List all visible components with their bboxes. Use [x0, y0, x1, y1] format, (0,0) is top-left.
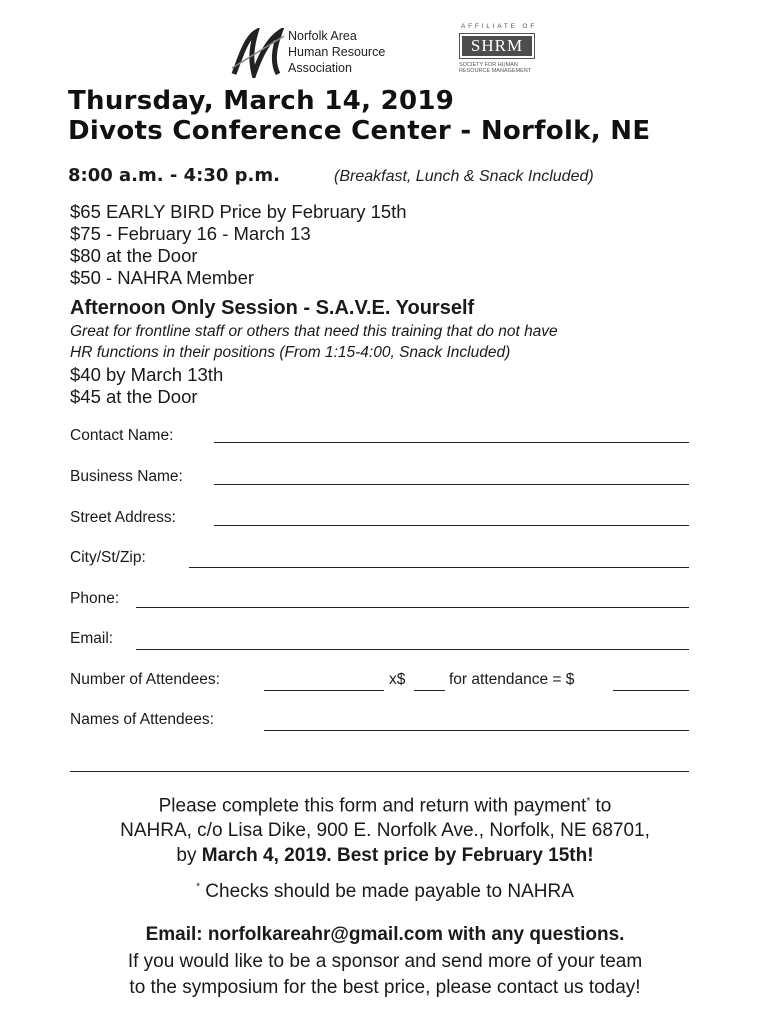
deadline-text: March 4, 2019. Best price by February 15th! [201, 845, 594, 867]
attendee-names-field[interactable] [264, 730, 689, 731]
total-amount-field[interactable] [613, 690, 689, 691]
attendee-names-field-extra[interactable] [70, 771, 689, 772]
sponsor-note [0, 949, 770, 1001]
shrm-subtitle: SOCIETY FOR HUMAN RESOURCE MANAGEMENT [459, 62, 532, 74]
afternoon-prices [70, 364, 223, 408]
attendee-names-label: Names of Attendees: [70, 711, 214, 728]
contact-name-field[interactable] [214, 442, 689, 443]
price-multiplier-label: x$ [389, 671, 406, 688]
city-state-zip-field[interactable] [189, 567, 689, 568]
city-state-zip-label: City/St/Zip: [70, 549, 146, 566]
sponsor-line-2: to the symposium for the best price, please contact us today! [129, 977, 641, 998]
shrm-affiliate-text: AFFILIATE OF [460, 23, 538, 30]
event-time: 8:00 a.m. - 4:30 p.m. [68, 165, 280, 186]
return-line-3 [0, 843, 770, 868]
nahra-logo-text [288, 28, 385, 76]
attendees-count-field[interactable] [264, 690, 384, 691]
asterisk-mark: * [586, 796, 591, 807]
event-venue: Divots Conference Center - Norfolk, NE [68, 116, 651, 146]
checks-note [0, 881, 770, 903]
checks-note-text: Checks should be made payable to NAHRA [200, 881, 574, 902]
return-line-1-text: Please complete this form and return with payment [158, 795, 587, 817]
contact-email: Email: norfolkareahr@gmail.com with any questions. [145, 924, 625, 945]
email-field[interactable] [136, 649, 689, 650]
contact-name-label: Contact Name: [70, 427, 174, 444]
org-line-3: Association [288, 61, 352, 75]
business-name-label: Business Name: [70, 468, 183, 485]
pricing-list [70, 201, 407, 289]
phone-label: Phone: [70, 590, 120, 607]
business-name-field[interactable] [214, 484, 689, 485]
price-per-attendee-field[interactable] [414, 690, 445, 691]
attendees-count-label: Number of Attendees: [70, 671, 220, 688]
price-early-bird: $65 EARLY BIRD Price by February 15th [70, 201, 407, 222]
email-label: Email: [70, 630, 114, 647]
return-line-3-text: by [176, 845, 202, 867]
return-line-1-end: to [590, 795, 612, 817]
return-line-2: NAHRA, c/o Lisa Dike, 900 E. Norfolk Ave., Norfolk, NE 68701, [120, 820, 650, 842]
event-meals: (Breakfast, Lunch & Snack Included) [334, 168, 594, 185]
street-address-label: Street Address: [70, 509, 176, 526]
org-line-2: Human Resource [288, 45, 386, 59]
org-line-1: Norfolk Area [288, 29, 357, 43]
sponsor-line-1: If you would like to be a sponsor and send more of your team [127, 951, 643, 972]
street-address-field[interactable] [214, 525, 689, 526]
price-standard: $75 - February 16 - March 13 [70, 223, 311, 244]
shrm-logo-text: SHRM [462, 36, 532, 56]
total-label: for attendance = $ [449, 671, 575, 688]
afternoon-price-door: $45 at the Door [70, 386, 198, 407]
shrm-logo [456, 23, 542, 83]
price-door: $80 at the Door [70, 245, 198, 266]
nahra-logo [230, 28, 430, 80]
afternoon-note-line-2: HR functions in their positions (From 1:15-4:00, Snack Included) [70, 344, 511, 361]
price-member: $50 - NAHRA Member [70, 267, 255, 288]
event-date: Thursday, March 14, 2019 [68, 86, 455, 116]
nahra-logo-mark [230, 28, 286, 78]
afternoon-note-line-1: Great for frontline staff or others that need this training that do not have [70, 323, 558, 340]
return-line-1 [0, 789, 770, 818]
afternoon-note [70, 321, 710, 363]
checks-asterisk: * [196, 881, 201, 893]
phone-field[interactable] [136, 607, 689, 608]
afternoon-price-early: $40 by March 13th [70, 364, 224, 385]
afternoon-title: Afternoon Only Session - S.A.V.E. Yourself [70, 297, 475, 319]
return-instructions [0, 789, 770, 868]
shrm-box [459, 33, 535, 59]
